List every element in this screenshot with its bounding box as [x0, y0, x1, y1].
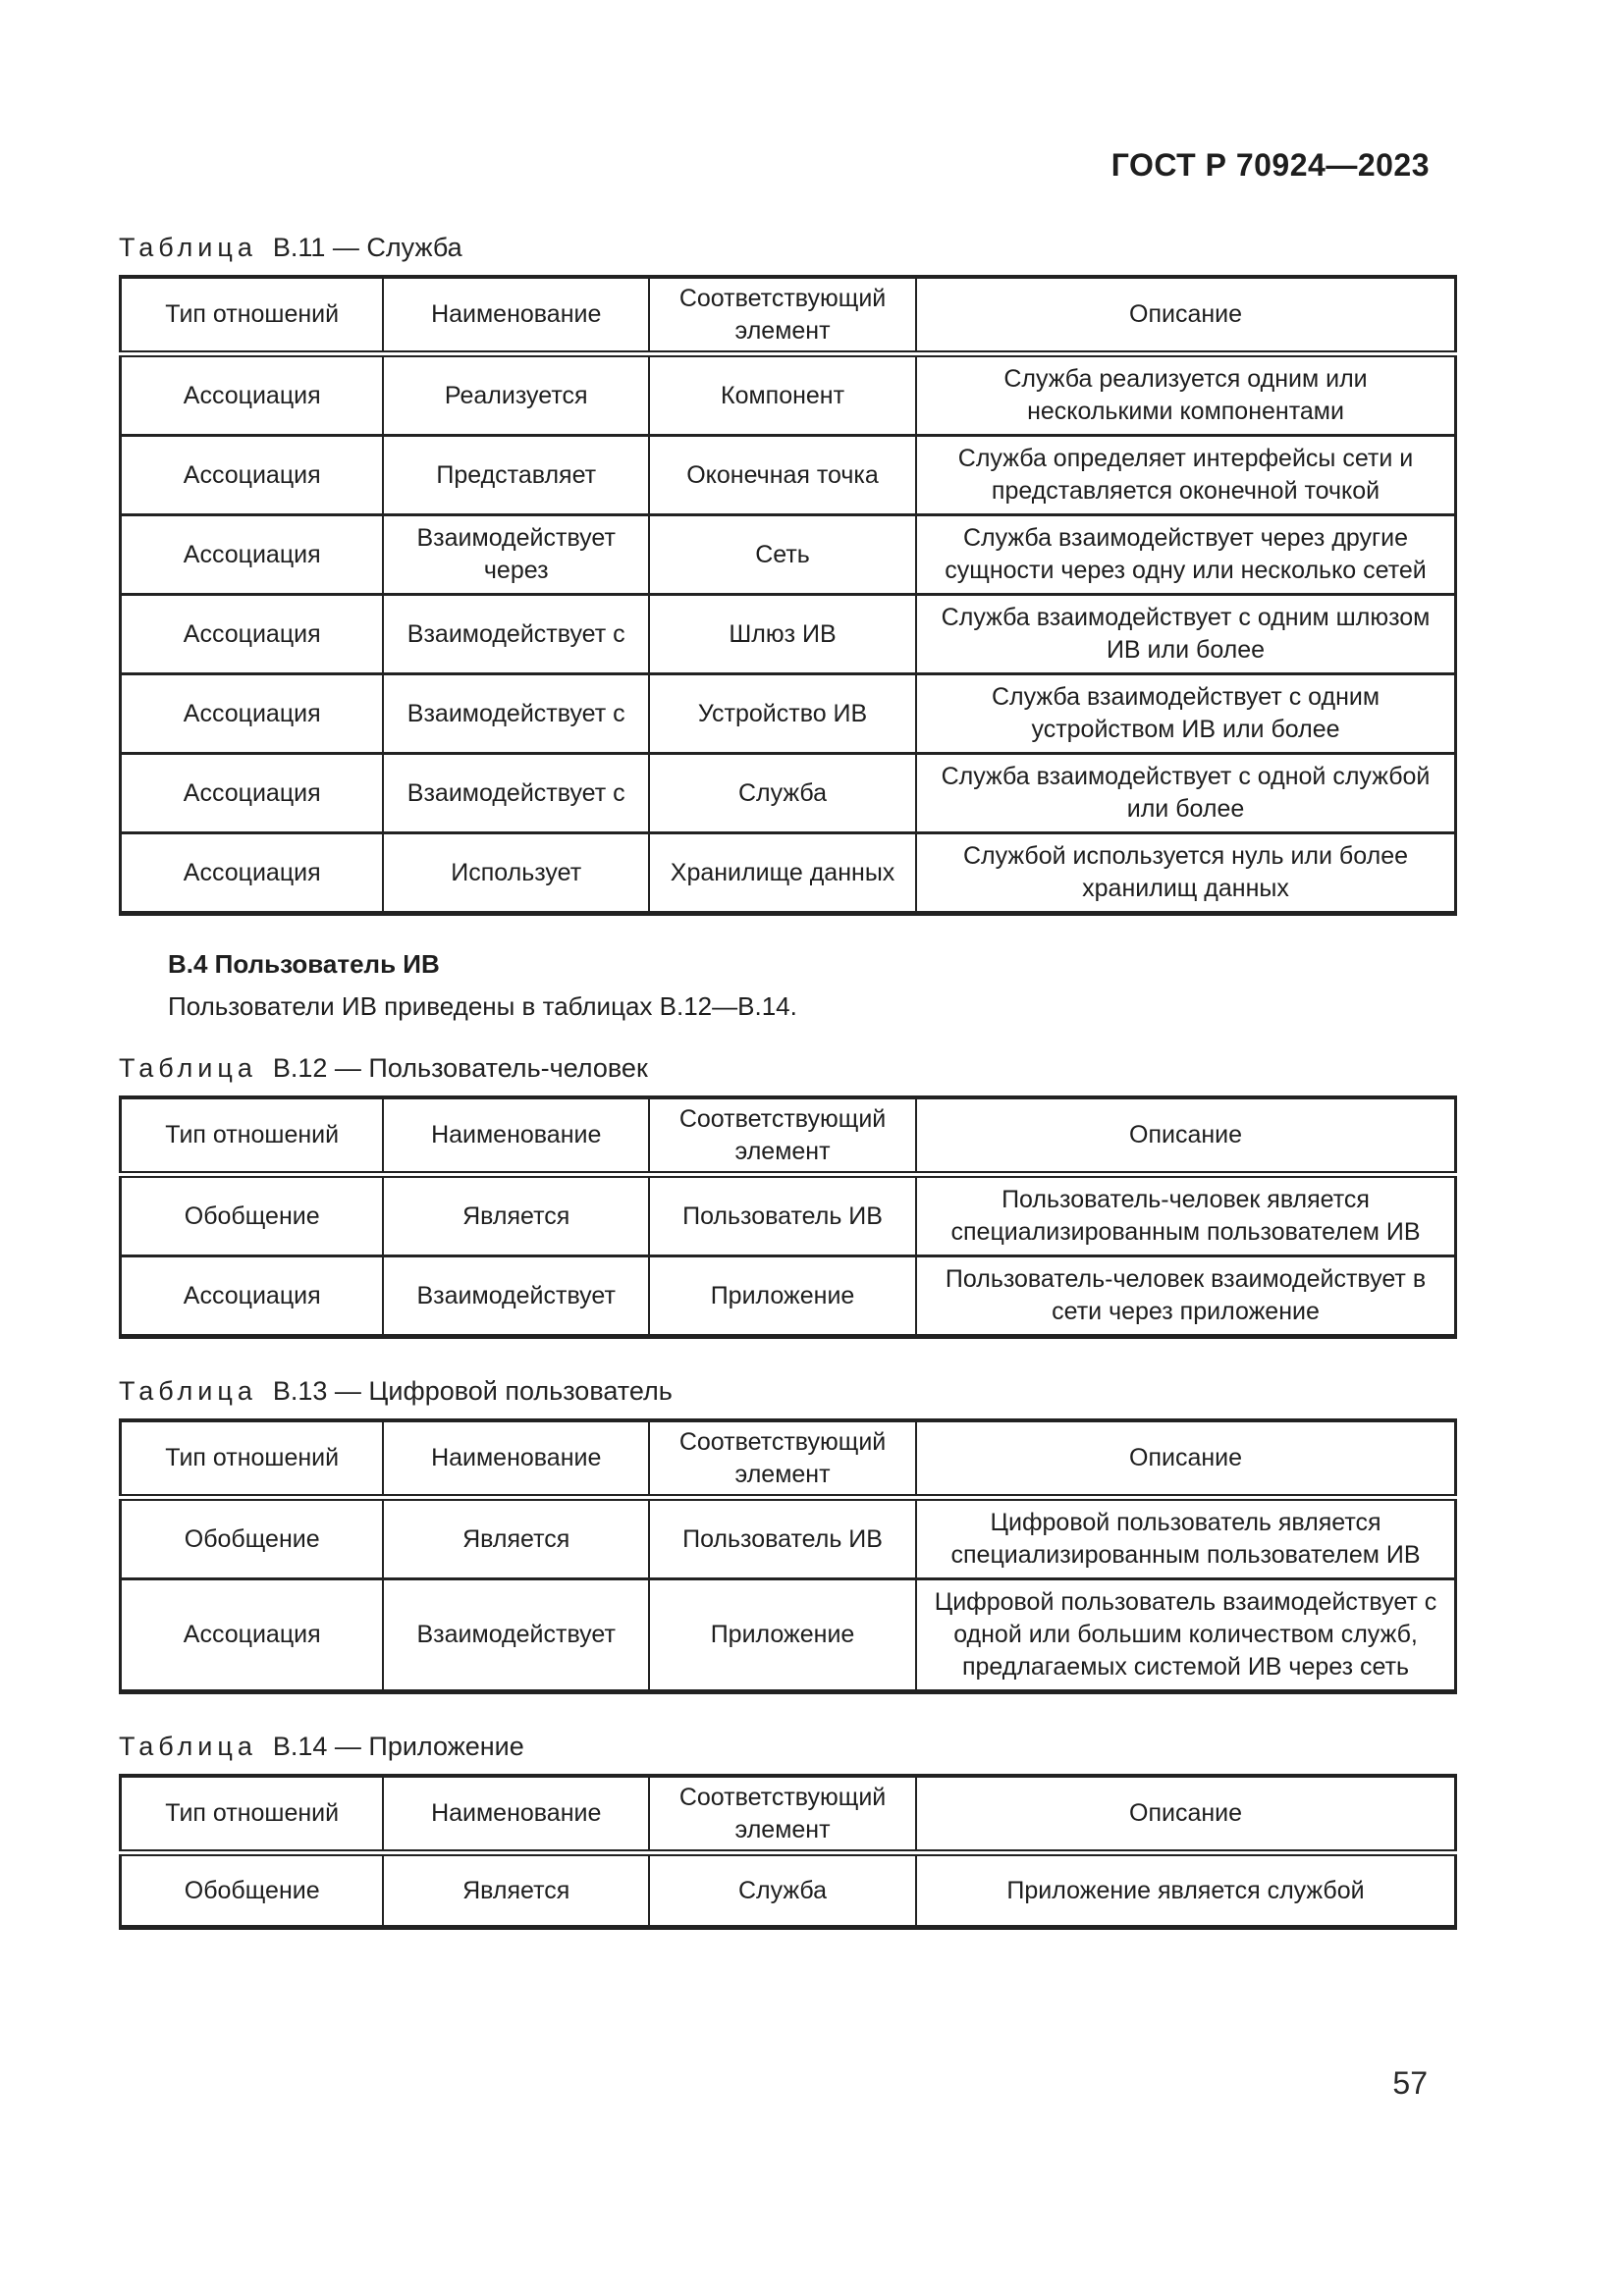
- table-cell: Обобщение: [121, 1175, 384, 1256]
- column-header: Соответствующий элемент: [649, 277, 916, 354]
- table-row: [121, 1256, 1456, 1337]
- table-row: [121, 754, 1456, 833]
- table-section-b13: [119, 1376, 1457, 1694]
- table-cell: Оконечная точка: [649, 436, 916, 515]
- column-header: Наименование: [383, 1776, 649, 1853]
- caption-text: В.14 — Приложение: [272, 1732, 524, 1762]
- table-row: [121, 833, 1456, 914]
- table-row: [121, 436, 1456, 515]
- table-cell: Ассоциация: [121, 754, 384, 833]
- table-cell: Компонент: [649, 354, 916, 436]
- table-cell: Ассоциация: [121, 595, 384, 674]
- table-b11-host: [119, 275, 1457, 916]
- table-cell: Служба: [649, 754, 916, 833]
- table-cell: Устройство ИВ: [649, 674, 916, 754]
- table-cell: Является: [383, 1175, 649, 1256]
- table-cell: Приложение: [649, 1256, 916, 1337]
- table-cell: Взаимодействует: [383, 1256, 649, 1337]
- caption-text: В.12 — Пользователь-человек: [272, 1053, 648, 1084]
- column-header: Описание: [916, 277, 1455, 354]
- column-header: Соответствующий элемент: [649, 1420, 916, 1498]
- table-cell: Использует: [383, 833, 649, 914]
- table-cell: Ассоциация: [121, 1256, 384, 1337]
- table-section-b14: [119, 1732, 1457, 1930]
- table-cell: Взаимодействует через: [383, 515, 649, 595]
- section-paragraph: Пользователи ИВ приведены в таблицах В.12—В.14.: [168, 991, 797, 1022]
- column-header: Описание: [916, 1097, 1455, 1175]
- table-row: [121, 1498, 1456, 1579]
- table-section-b12: [119, 1053, 1457, 1339]
- column-header: Наименование: [383, 277, 649, 354]
- caption-word: Таблица: [119, 1732, 257, 1762]
- column-header: Тип отношений: [121, 1776, 384, 1853]
- table-b14: [119, 1774, 1457, 1930]
- table-cell: Служба реализуется одним или несколькими компонентами: [916, 354, 1455, 436]
- column-header: Тип отношений: [121, 1097, 384, 1175]
- table-cell: Служба взаимодействует с одной службой или более: [916, 754, 1455, 833]
- table-caption: [119, 1732, 1457, 1762]
- table-cell: Цифровой пользователь является специализированным пользователем ИВ: [916, 1498, 1455, 1579]
- table-cell: Ассоциация: [121, 1579, 384, 1692]
- table-cell: Пользователь-человек является специализированным пользователем ИВ: [916, 1175, 1455, 1256]
- caption-text: В.13 — Цифровой пользователь: [272, 1376, 673, 1407]
- table-cell: Обобщение: [121, 1853, 384, 1928]
- table-row: [121, 595, 1456, 674]
- running-header-doc-code: ГОСТ Р 70924—2023: [1110, 147, 1430, 183]
- table-cell: Ассоциация: [121, 833, 384, 914]
- table-cell: Цифровой пользователь взаимодействует с одной или большим количеством служб, предлагаемых системой ИВ через сеть: [916, 1579, 1455, 1692]
- table-cell: Ассоциация: [121, 674, 384, 754]
- table-cell: Ассоциация: [121, 515, 384, 595]
- table-cell: Службой используется нуль или более хранилищ данных: [916, 833, 1455, 914]
- table-cell: Пользователь-человек взаимодействует в сети через приложение: [916, 1256, 1455, 1337]
- table-cell: Взаимодействует с: [383, 674, 649, 754]
- table-cell: Пользователь ИВ: [649, 1175, 916, 1256]
- table-cell: Приложение является службой: [916, 1853, 1455, 1928]
- table-cell: Взаимодействует с: [383, 595, 649, 674]
- caption-word: Таблица: [119, 233, 257, 262]
- column-header: Описание: [916, 1420, 1455, 1498]
- table-cell: Служба определяет интерфейсы сети и представляется оконечной точкой: [916, 436, 1455, 515]
- table-cell: Реализуется: [383, 354, 649, 436]
- table-row: [121, 1579, 1456, 1692]
- table-cell: Является: [383, 1498, 649, 1579]
- table-cell: Служба взаимодействует через другие сущности через одну или несколько сетей: [916, 515, 1455, 595]
- table-row: [121, 354, 1456, 436]
- table-cell: Ассоциация: [121, 354, 384, 436]
- table-cell: Взаимодействует: [383, 1579, 649, 1692]
- page-content: [119, 0, 1457, 1930]
- table-b12-host: [119, 1095, 1457, 1339]
- table-section-b11: [119, 233, 1457, 916]
- table-b11: [119, 275, 1457, 916]
- table-caption: [119, 1376, 1457, 1407]
- table-b13-host: [119, 1418, 1457, 1694]
- column-header: Наименование: [383, 1097, 649, 1175]
- column-header: Описание: [916, 1776, 1455, 1853]
- table-cell: Пользователь ИВ: [649, 1498, 916, 1579]
- table-cell: Является: [383, 1853, 649, 1928]
- table-b14-host: [119, 1774, 1457, 1930]
- caption-word: Таблица: [119, 1376, 257, 1407]
- table-header-row: [121, 1776, 1456, 1853]
- table-cell: Обобщение: [121, 1498, 384, 1579]
- table-cell: Служба: [649, 1853, 916, 1928]
- table-cell: Служба взаимодействует с одним устройством ИВ или более: [916, 674, 1455, 754]
- table-cell: Представляет: [383, 436, 649, 515]
- table-caption: [119, 1053, 1457, 1084]
- table-cell: Сеть: [649, 515, 916, 595]
- column-header: Наименование: [383, 1420, 649, 1498]
- table-row: [121, 674, 1456, 754]
- table-header-row: [121, 277, 1456, 354]
- table-cell: Взаимодействует с: [383, 754, 649, 833]
- table-header-row: [121, 1420, 1456, 1498]
- table-cell: Шлюз ИВ: [649, 595, 916, 674]
- column-header: Тип отношений: [121, 1420, 384, 1498]
- caption-text: В.11 — Служба: [272, 233, 462, 262]
- table-cell: Служба взаимодействует с одним шлюзом ИВ или более: [916, 595, 1455, 674]
- table-row: [121, 1853, 1456, 1928]
- table-row: [121, 515, 1456, 595]
- table-header-row: [121, 1097, 1456, 1175]
- column-header: Тип отношений: [121, 277, 384, 354]
- column-header: Соответствующий элемент: [649, 1776, 916, 1853]
- table-b12: [119, 1095, 1457, 1339]
- table-caption: [119, 233, 1457, 263]
- table-cell: Ассоциация: [121, 436, 384, 515]
- table-cell: Хранилище данных: [649, 833, 916, 914]
- table-cell: Приложение: [649, 1579, 916, 1692]
- section-heading: В.4 Пользователь ИВ: [168, 949, 440, 980]
- page-number: 57: [1392, 2065, 1428, 2101]
- table-b13: [119, 1418, 1457, 1694]
- table-row: [121, 1175, 1456, 1256]
- column-header: Соответствующий элемент: [649, 1097, 916, 1175]
- caption-word: Таблица: [119, 1053, 257, 1084]
